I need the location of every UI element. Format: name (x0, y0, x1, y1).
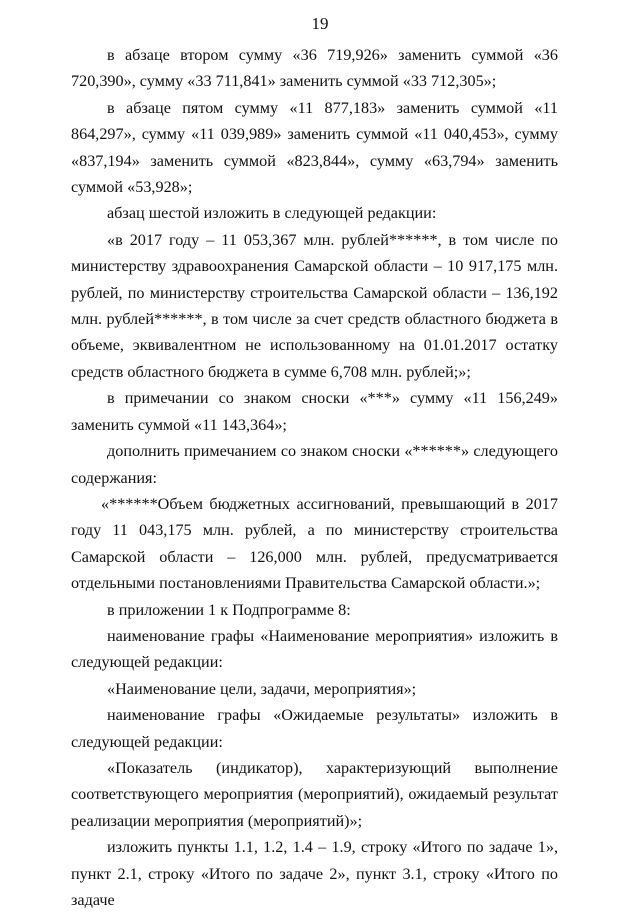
paragraph-column-name-2: наименование графы «Ожидаемые результаты» изложить в следующей редакции: (71, 706, 558, 751)
paragraph-footnote-text: «******Объем бюджетных ассигнований, превышающий в 2017 году 11 043,175 млн. рублей, а по министерству строительства Самарской области – 126,000 млн. рублей, предусматривается отдельными постановлениями Правительства Самарской области.»; (71, 494, 558, 593)
paragraph-sixth-abzac-intro: абзац шестой изложить в следующей редакции: (107, 204, 437, 223)
paragraph-column-name-2-text: «Показатель (индикатор), характеризующий выполнение соответствующего мероприятия (мероприятий), ожидаемый результат реализации мероприятия (мероприятий)»; (71, 758, 558, 830)
paragraph-amend-second-abzac: в абзаце втором сумму «36 719,926» заменить суммой «36 720,390», сумму «33 711,841» заменить суммой «33 712,305»; (71, 46, 558, 91)
document-body (71, 42, 558, 913)
page-number: 19 (311, 14, 329, 33)
paragraph-column-name-1-text: «Наименование цели, задачи, мероприятия»; (107, 679, 417, 698)
paragraph-footnote-amend: в примечании со знаком сноски «***» сумму «11 156,249» заменить суммой «11 143,364»; (71, 389, 558, 434)
paragraph-column-name-1: наименование графы «Наименование мероприятия» изложить в следующей редакции: (71, 626, 558, 672)
paragraph-appendix-intro: в приложении 1 к Подпрограмме 8: (107, 600, 351, 619)
paragraph-add-footnote-intro: дополнить примечанием со знаком сноски «******» следующего содержания: (71, 442, 558, 487)
paragraph-items-amend: изложить пункты 1.1, 1.2, 1.4 – 1.9, строку «Итого по задаче 1», пункт 2.1, строку «Итого по задаче 2», пункт 3.1, строку «Итого по задаче (71, 838, 558, 909)
paragraph-amend-fifth-abzac: в абзаце пятом сумму «11 877,183» заменить суммой «11 864,297», сумму «11 039,989» заменить суммой «11 040,453», сумму «837,194» заменить суммой «823,844», сумму «63,794» заменить суммой «53,928»; (71, 98, 558, 197)
paragraph-sixth-abzac-text: «в 2017 году – 11 053,367 млн. рублей******, в том числе по министерству здравоохранения Самарской области – 10 917,175 млн. рублей, по министерству строительства Самарской области – 136,192 млн. рублей******, в том числе за счет средств областного бюджета в объеме, эквивалентном не использованному на 01.01.2017 остатку средств областного бюджета в сумме 6,708 млн. рублей;»; (71, 230, 558, 381)
